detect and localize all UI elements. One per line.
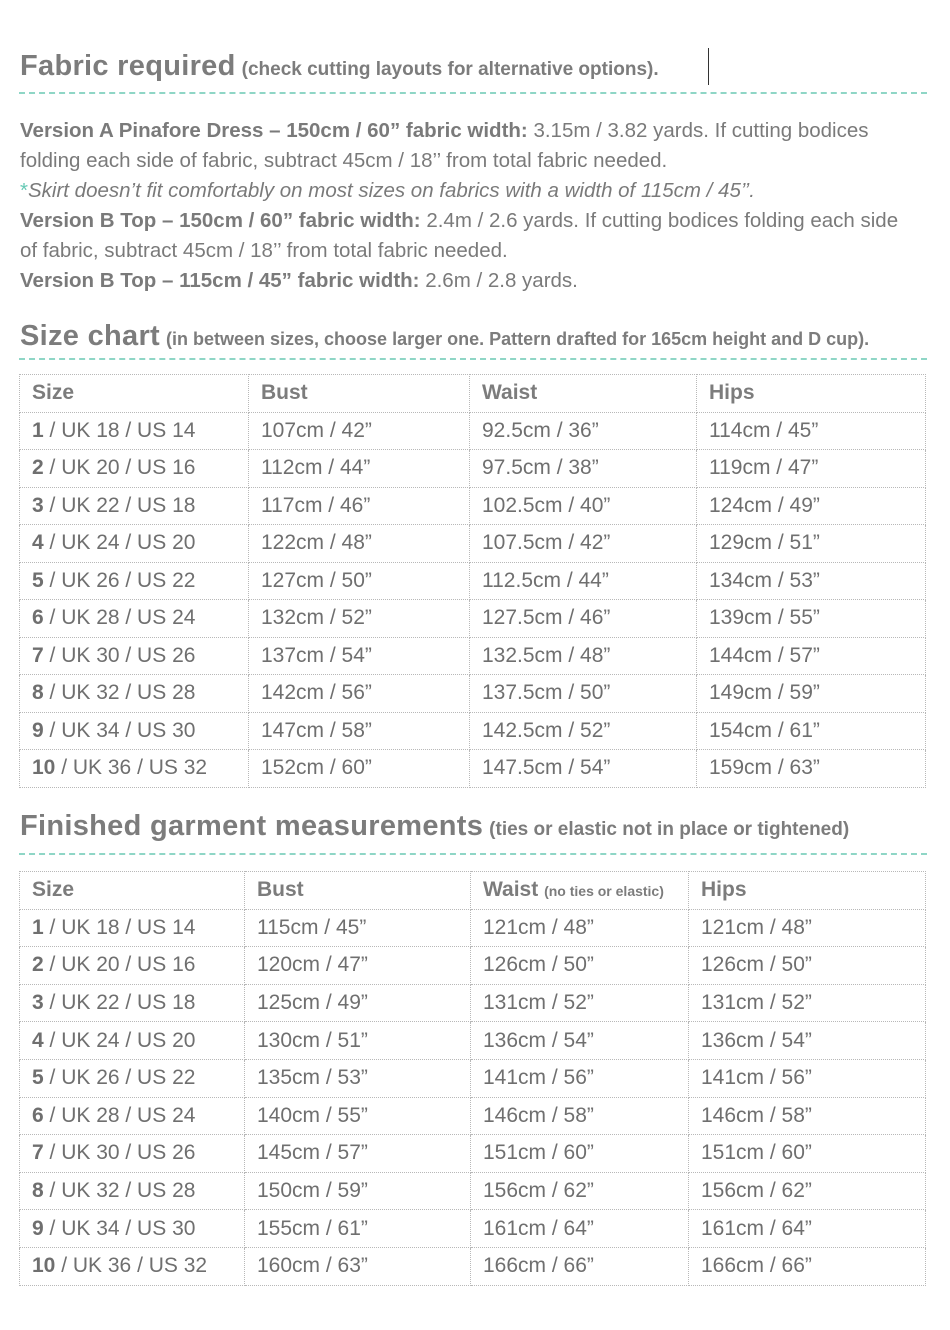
bust-cell: 107cm / 42”	[249, 412, 470, 450]
size-chart-rows	[20, 412, 926, 787]
size-number: 1	[32, 418, 44, 442]
waist-cell: 156cm / 62”	[471, 1172, 689, 1210]
hips-cell: 121cm / 48”	[689, 909, 926, 947]
fabric-requirements	[20, 116, 920, 296]
size-uk-us: / UK 22 / US 18	[43, 493, 196, 517]
size-cell	[20, 450, 249, 488]
hips-cell: 159cm / 63”	[697, 750, 926, 788]
waist-cell: 132.5cm / 48”	[470, 637, 697, 675]
table-row	[20, 675, 926, 713]
size-uk-us: / UK 36 / US 32	[55, 756, 208, 780]
size-cell	[20, 909, 245, 947]
size-cell	[20, 1097, 245, 1135]
fabric-line-version-a-text: 3.15m / 3.82 yards. If cutting bodices folding each side of fabric, subtract 45cm / 18’’ from total fabric needed.	[20, 119, 869, 172]
hips-cell: 126cm / 50”	[689, 947, 926, 985]
column-header-waist: Waist	[470, 375, 697, 413]
size-number: 10	[32, 756, 56, 780]
table-row	[20, 487, 926, 525]
hips-cell: 154cm / 61”	[697, 712, 926, 750]
bust-cell: 140cm / 55”	[245, 1097, 471, 1135]
size-number: 8	[32, 1179, 44, 1203]
waist-cell: 142.5cm / 52”	[470, 712, 697, 750]
size-number: 2	[32, 953, 44, 977]
size-number: 2	[32, 456, 44, 480]
hips-cell: 156cm / 62”	[689, 1172, 926, 1210]
fabric-line-version-a-label: Version A Pinafore Dress – 150cm / 60” fabric width:	[20, 119, 528, 142]
column-header-hips: Hips	[697, 375, 926, 413]
size-uk-us: / UK 34 / US 30	[43, 718, 196, 742]
size-number: 1	[32, 915, 44, 939]
bust-cell: 122cm / 48”	[249, 525, 470, 563]
column-header-bust: Bust	[245, 872, 471, 910]
waist-header-note: (no ties or elastic)	[544, 883, 664, 900]
size-chart-divider	[19, 358, 927, 360]
finished-title: Finished garment measurements	[20, 810, 484, 842]
bust-cell: 135cm / 53”	[245, 1059, 471, 1097]
size-uk-us: / UK 32 / US 28	[43, 681, 196, 705]
table-row	[20, 600, 926, 638]
bust-cell: 160cm / 63”	[245, 1247, 471, 1285]
size-chart-title: Size chart	[20, 320, 160, 352]
fabric-line-version-b-150-label: Version B Top – 150cm / 60” fabric width:	[20, 209, 421, 232]
size-uk-us: / UK 34 / US 30	[43, 1216, 196, 1240]
bust-cell: 132cm / 52”	[249, 600, 470, 638]
fabric-note-text: Skirt doesn’t fit comfortably on most sizes on fabrics with a width of 115cm / 45’’.	[27, 179, 755, 202]
waist-cell: 102.5cm / 40”	[470, 487, 697, 525]
table-row	[20, 1059, 926, 1097]
hips-cell: 141cm / 56”	[689, 1059, 926, 1097]
hips-cell: 136cm / 54”	[689, 1022, 926, 1060]
finished-divider	[19, 853, 927, 855]
bust-cell: 155cm / 61”	[245, 1210, 471, 1248]
waist-cell: 97.5cm / 38”	[470, 450, 697, 488]
waist-cell: 112.5cm / 44”	[470, 562, 697, 600]
bust-cell: 112cm / 44”	[249, 450, 470, 488]
fabric-line-version-b-150-text: 2.4m / 2.6 yards. If cutting bodices folding each side of fabric, subtract 45cm / 18’’ from total fabric needed.	[20, 209, 899, 262]
bust-cell: 142cm / 56”	[249, 675, 470, 713]
size-cell	[20, 947, 245, 985]
size-number: 9	[32, 1216, 44, 1240]
fabric-line-version-b-115-text: 2.6m / 2.8 yards.	[419, 269, 578, 292]
fabric-note	[20, 176, 920, 206]
table-row	[20, 1247, 926, 1285]
size-number: 6	[32, 606, 44, 630]
bust-cell: 152cm / 60”	[249, 750, 470, 788]
waist-cell: 121cm / 48”	[471, 909, 689, 947]
size-cell	[20, 675, 249, 713]
size-number: 3	[32, 493, 44, 517]
size-uk-us: / UK 20 / US 16	[43, 456, 196, 480]
size-cell	[20, 600, 249, 638]
size-chart-subtitle: (in between sizes, choose larger one. Pattern drafted for 165cm height and D cup).	[166, 329, 870, 349]
waist-cell: 146cm / 58”	[471, 1097, 689, 1135]
hips-cell: 146cm / 58”	[689, 1097, 926, 1135]
size-uk-us: / UK 18 / US 14	[43, 915, 196, 939]
table-row	[20, 412, 926, 450]
bust-cell: 120cm / 47”	[245, 947, 471, 985]
size-uk-us: / UK 28 / US 24	[43, 1103, 196, 1127]
fabric-title: Fabric required	[20, 50, 236, 82]
size-uk-us: / UK 36 / US 32	[55, 1254, 208, 1278]
note-asterisk: *	[20, 179, 28, 202]
size-number: 10	[32, 1254, 56, 1278]
waist-cell: 136cm / 54”	[471, 1022, 689, 1060]
waist-cell: 161cm / 64”	[471, 1210, 689, 1248]
bust-cell: 115cm / 45”	[245, 909, 471, 947]
waist-header-label: Waist	[483, 878, 539, 902]
finished-heading	[20, 810, 930, 843]
fabric-divider	[19, 92, 927, 94]
hips-cell: 139cm / 55”	[697, 600, 926, 638]
table-row	[20, 984, 926, 1022]
table-row	[20, 637, 926, 675]
table-row	[20, 947, 926, 985]
size-uk-us: / UK 30 / US 26	[43, 643, 196, 667]
bust-cell: 150cm / 59”	[245, 1172, 471, 1210]
size-number: 7	[32, 1141, 44, 1165]
size-number: 8	[32, 681, 44, 705]
waist-cell: 107.5cm / 42”	[470, 525, 697, 563]
table-row	[20, 1097, 926, 1135]
size-number: 7	[32, 643, 44, 667]
waist-cell: 127.5cm / 46”	[470, 600, 697, 638]
table-row	[20, 1022, 926, 1060]
size-uk-us: / UK 32 / US 28	[43, 1179, 196, 1203]
size-chart-table	[19, 374, 926, 788]
size-cell	[20, 1172, 245, 1210]
table-header-row	[20, 375, 926, 413]
size-cell	[20, 984, 245, 1022]
size-cell	[20, 750, 249, 788]
size-cell	[20, 1210, 245, 1248]
waist-cell: 141cm / 56”	[471, 1059, 689, 1097]
bust-cell: 147cm / 58”	[249, 712, 470, 750]
size-number: 4	[32, 531, 44, 555]
fabric-subtitle: (check cutting layouts for alternative options).	[241, 59, 659, 80]
bust-cell: 137cm / 54”	[249, 637, 470, 675]
size-uk-us: / UK 30 / US 26	[43, 1141, 196, 1165]
size-uk-us: / UK 20 / US 16	[43, 953, 196, 977]
hips-cell: 124cm / 49”	[697, 487, 926, 525]
size-cell	[20, 412, 249, 450]
fabric-line-version-a	[20, 116, 920, 176]
size-cell	[20, 1247, 245, 1285]
size-cell	[20, 1059, 245, 1097]
bust-cell: 125cm / 49”	[245, 984, 471, 1022]
size-uk-us: / UK 22 / US 18	[43, 991, 196, 1015]
hips-cell: 134cm / 53”	[697, 562, 926, 600]
bust-cell: 130cm / 51”	[245, 1022, 471, 1060]
table-row	[20, 450, 926, 488]
waist-cell: 147.5cm / 54”	[470, 750, 697, 788]
column-header-size: Size	[20, 872, 245, 910]
text-cursor	[708, 48, 709, 85]
finished-subtitle: (ties or elastic not in place or tightened)	[489, 819, 850, 840]
hips-cell: 151cm / 60”	[689, 1135, 926, 1173]
size-cell	[20, 487, 249, 525]
table-row	[20, 1210, 926, 1248]
waist-cell: 126cm / 50”	[471, 947, 689, 985]
column-header-waist	[471, 872, 689, 910]
size-number: 5	[32, 1066, 44, 1090]
hips-cell: 161cm / 64”	[689, 1210, 926, 1248]
table-row	[20, 525, 926, 563]
hips-cell: 149cm / 59”	[697, 675, 926, 713]
bust-cell: 117cm / 46”	[249, 487, 470, 525]
size-uk-us: / UK 24 / US 20	[43, 1028, 196, 1052]
column-header-hips: Hips	[689, 872, 926, 910]
waist-cell: 166cm / 66”	[471, 1247, 689, 1285]
finished-rows	[20, 909, 926, 1285]
size-uk-us: / UK 26 / US 22	[43, 568, 196, 592]
size-cell	[20, 525, 249, 563]
table-row	[20, 909, 926, 947]
waist-cell: 137.5cm / 50”	[470, 675, 697, 713]
waist-cell: 151cm / 60”	[471, 1135, 689, 1173]
table-row	[20, 750, 926, 788]
table-header-row	[20, 872, 926, 910]
size-uk-us: / UK 18 / US 14	[43, 418, 196, 442]
size-cell	[20, 712, 249, 750]
hips-cell: 166cm / 66”	[689, 1247, 926, 1285]
table-row	[20, 712, 926, 750]
size-cell	[20, 1022, 245, 1060]
hips-cell: 114cm / 45”	[697, 412, 926, 450]
size-cell	[20, 637, 249, 675]
hips-cell: 129cm / 51”	[697, 525, 926, 563]
size-number: 3	[32, 991, 44, 1015]
size-chart-heading	[20, 320, 930, 353]
column-header-size: Size	[20, 375, 249, 413]
hips-cell: 131cm / 52”	[689, 984, 926, 1022]
size-uk-us: / UK 26 / US 22	[43, 1066, 196, 1090]
table-row	[20, 562, 926, 600]
fabric-heading	[20, 50, 930, 83]
size-cell	[20, 1135, 245, 1173]
bust-cell: 145cm / 57”	[245, 1135, 471, 1173]
size-number: 9	[32, 718, 44, 742]
waist-cell: 92.5cm / 36”	[470, 412, 697, 450]
hips-cell: 119cm / 47”	[697, 450, 926, 488]
fabric-line-version-b-115	[20, 266, 920, 296]
finished-measurements-table	[19, 871, 926, 1286]
fabric-line-version-b-115-label: Version B Top – 115cm / 45” fabric width:	[20, 269, 420, 292]
size-number: 6	[32, 1103, 44, 1127]
size-uk-us: / UK 24 / US 20	[43, 531, 196, 555]
hips-cell: 144cm / 57”	[697, 637, 926, 675]
fabric-line-version-b-150	[20, 206, 920, 266]
size-cell	[20, 562, 249, 600]
table-row	[20, 1172, 926, 1210]
waist-cell: 131cm / 52”	[471, 984, 689, 1022]
column-header-bust: Bust	[249, 375, 470, 413]
size-uk-us: / UK 28 / US 24	[43, 606, 196, 630]
size-number: 4	[32, 1028, 44, 1052]
bust-cell: 127cm / 50”	[249, 562, 470, 600]
table-row	[20, 1135, 926, 1173]
size-number: 5	[32, 568, 44, 592]
